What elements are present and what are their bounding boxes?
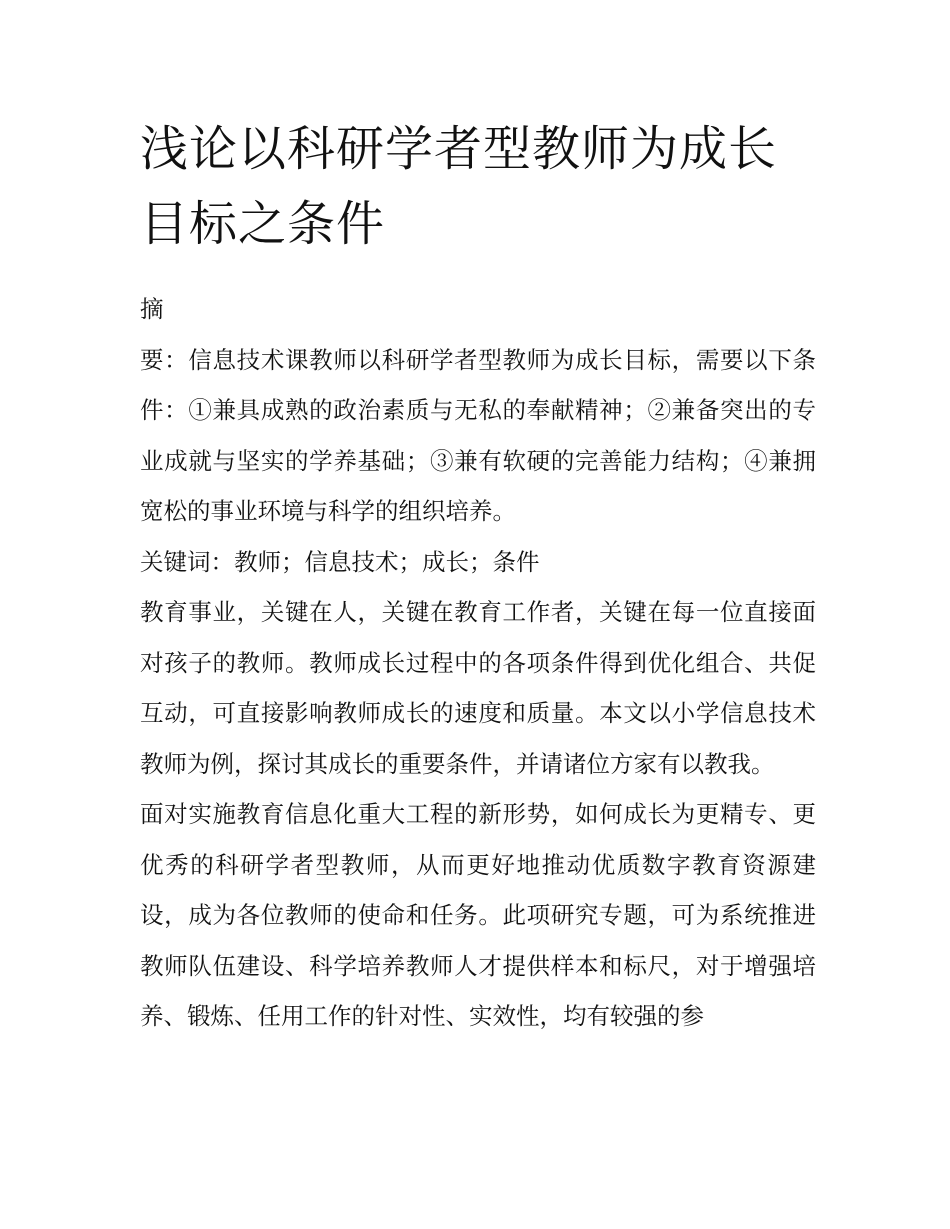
document-title: 浅论以科研学者型教师为成长目标之条件 (140, 121, 778, 252)
body-paragraph-1: 教育事业，关键在人，关键在教育工作者，关键在每一位直接面对孩子的教师。教师成长过程中的各项条件得到优化组合、共促互动，可直接影响教师成长的速度和质量。本文以小学信息技术教师为例，探讨其成长的重要条件，并请诸位方家有以教我。 (140, 598, 816, 778)
body-paragraph-2: 面对实施教育信息化重大工程的新形势，如何成长为更精专、更优秀的科研学者型教师，从而更好地推动优质数字教育资源建设，成为各位教师的使命和任务。此项研究专题，可为系统推进教师队伍建设、科学培养教师人才提供样本和标尺，对于增强培养、锻炼、任用工作的针对性、实效性，均有较强的参 (140, 800, 816, 1030)
abstract-label: 摘 (140, 295, 164, 323)
keywords: 关键词：教师；信息技术；成长；条件 (140, 547, 540, 576)
document-body (140, 112, 816, 1042)
abstract-text: 要：信息技术课教师以科研学者型教师为成长目标，需要以下条件：①兼具成熟的政治素质与无私的奉献精神；②兼备突出的专业成就与坚实的学养基础；③兼有软硬的完善能力结构；④兼拥宽松的事业环境与科学的组织培养。 (140, 345, 816, 525)
